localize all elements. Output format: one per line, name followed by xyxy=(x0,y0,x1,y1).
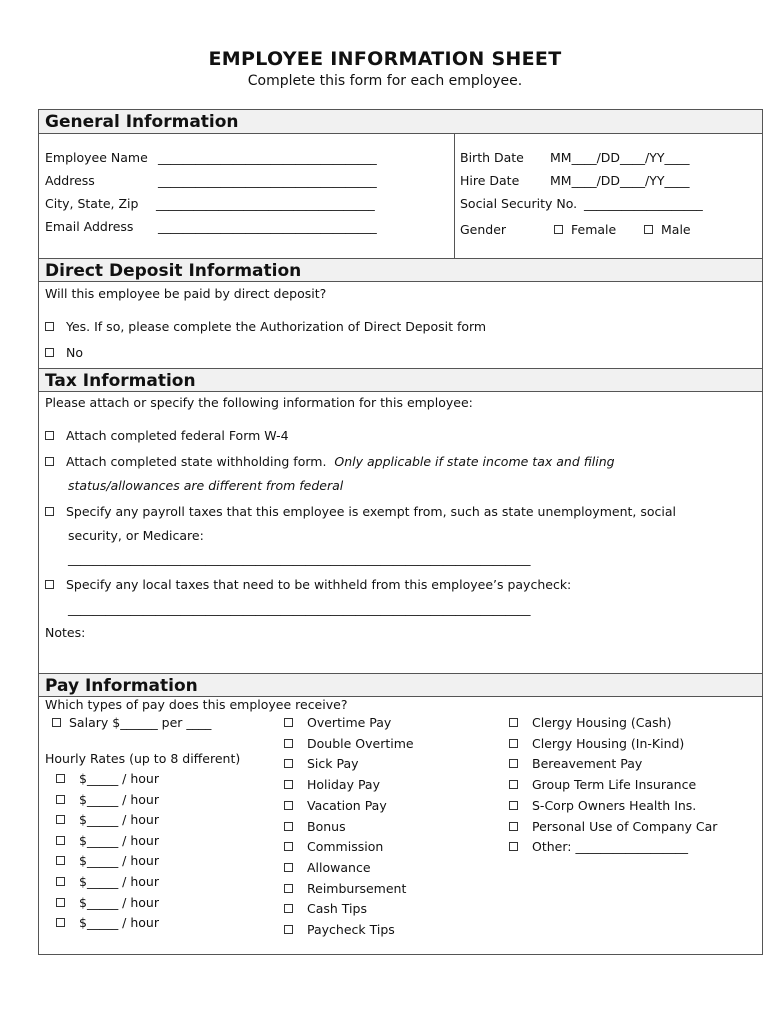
pay-type-label: Other: __________________ xyxy=(532,839,688,855)
pay-type-checkbox[interactable] xyxy=(509,718,518,727)
employee-name-label: Employee Name xyxy=(45,150,148,165)
hourly-rate-label: $_____ / hour xyxy=(79,832,159,848)
tax-exempt-option[interactable] xyxy=(45,504,676,519)
direct-deposit-no-label: No xyxy=(66,345,83,360)
email-label: Email Address xyxy=(45,219,134,234)
pay-type-option[interactable] xyxy=(509,777,696,792)
pay-type-option[interactable] xyxy=(509,798,696,813)
hourly-rate-option[interactable] xyxy=(56,833,159,848)
pay-type-label: Cash Tips xyxy=(307,901,367,917)
address-field[interactable]: ___________________________________ xyxy=(158,173,377,188)
page-subtitle: Complete this form for each employee. xyxy=(247,73,523,89)
pay-type-label: Commission xyxy=(307,839,384,855)
tax-w4-label: Attach completed federal Form W-4 xyxy=(66,428,289,443)
pay-type-checkbox[interactable] xyxy=(284,842,293,851)
hire-date-label: Hire Date xyxy=(460,173,520,188)
hourly-rate-checkbox[interactable] xyxy=(56,856,65,865)
employee-name-field[interactable]: ___________________________________ xyxy=(158,150,377,165)
pay-type-checkbox[interactable] xyxy=(284,863,293,872)
pay-type-checkbox[interactable] xyxy=(509,822,518,831)
tax-state-option[interactable] xyxy=(45,454,615,469)
pay-type-label: Paycheck Tips xyxy=(307,922,395,937)
hourly-rate-checkbox[interactable] xyxy=(56,836,65,845)
gender-female-option[interactable] xyxy=(554,222,616,237)
tax-state-note: Only applicable if state income tax and filing xyxy=(334,454,615,469)
direct-deposit-yes-option[interactable] xyxy=(45,319,486,334)
pay-type-option[interactable] xyxy=(509,839,688,854)
salary-label: Salary $______ per ____ xyxy=(69,715,212,730)
hourly-rate-option[interactable] xyxy=(56,853,159,868)
pay-type-label: Clergy Housing (Cash) xyxy=(532,715,672,730)
pay-type-option[interactable] xyxy=(284,715,391,730)
general-heading: General Information xyxy=(39,110,762,134)
tax-w4-option[interactable] xyxy=(45,428,289,443)
hourly-rate-option[interactable] xyxy=(56,792,159,807)
pay-type-checkbox[interactable] xyxy=(509,801,518,810)
hourly-rate-option[interactable] xyxy=(56,874,159,889)
hourly-rate-checkbox[interactable] xyxy=(56,795,65,804)
pay-type-option[interactable] xyxy=(509,715,671,730)
pay-type-label: Bereavement Pay xyxy=(532,756,643,772)
pay-type-label: Bonus xyxy=(307,818,346,834)
pay-type-label: Holiday Pay xyxy=(307,777,380,793)
pay-type-option[interactable] xyxy=(509,736,684,751)
general-divider xyxy=(454,134,455,258)
pay-type-checkbox[interactable] xyxy=(509,842,518,851)
tax-local-label: Specify any local taxes that need to be withheld from this employee’s paycheck: xyxy=(66,577,572,592)
pay-type-option[interactable] xyxy=(284,798,387,813)
pay-type-checkbox[interactable] xyxy=(284,904,293,913)
tax-local-checkbox[interactable] xyxy=(45,580,54,589)
gender-male-checkbox[interactable] xyxy=(644,225,653,234)
birth-date-label: Birth Date xyxy=(460,150,524,165)
pay-type-label: Personal Use of Company Car xyxy=(532,818,718,834)
pay-type-label: Group Term Life Insurance xyxy=(532,777,697,793)
gender-male-label: Male xyxy=(661,222,691,237)
hourly-rate-option[interactable] xyxy=(56,812,159,827)
pay-type-checkbox[interactable] xyxy=(509,780,518,789)
hire-date-field[interactable]: MM____/DD____/YY____ xyxy=(550,173,690,188)
pay-heading: Pay Information xyxy=(39,673,762,697)
pay-type-checkbox[interactable] xyxy=(509,759,518,768)
pay-type-option[interactable] xyxy=(284,860,371,875)
pay-type-option[interactable] xyxy=(284,839,383,854)
pay-type-checkbox[interactable] xyxy=(509,739,518,748)
pay-type-label: Overtime Pay xyxy=(307,715,392,730)
hourly-rate-checkbox[interactable] xyxy=(56,898,65,907)
pay-type-checkbox[interactable] xyxy=(284,822,293,831)
pay-type-option[interactable] xyxy=(284,819,346,834)
hourly-rate-label: $_____ / hour xyxy=(79,812,159,828)
tax-exempt-field[interactable]: __________________________________________________________________________ xyxy=(68,551,531,566)
notes-label: Notes: xyxy=(45,625,86,640)
direct-deposit-yes-label: Yes. If so, please complete the Authorization of Direct Deposit form xyxy=(66,319,487,334)
ssn-field[interactable]: ___________________ xyxy=(584,196,703,211)
pay-type-option[interactable] xyxy=(284,881,406,896)
pay-type-label: Double Overtime xyxy=(307,735,414,751)
pay-type-label: S-Corp Owners Health Ins. xyxy=(532,797,697,813)
tax-local-field[interactable]: __________________________________________________________________________ xyxy=(68,601,531,616)
hourly-rate-checkbox[interactable] xyxy=(56,815,65,824)
tax-state-note-cont: status/allowances are different from federal xyxy=(68,478,344,493)
city-state-zip-field[interactable]: ___________________________________ xyxy=(156,196,375,211)
page-title: EMPLOYEE INFORMATION SHEET xyxy=(208,48,562,70)
pay-type-checkbox[interactable] xyxy=(284,884,293,893)
pay-type-label: Reimbursement xyxy=(307,880,407,896)
direct-deposit-question: Will this employee be paid by direct deposit? xyxy=(45,286,327,301)
pay-type-option[interactable] xyxy=(509,756,642,771)
employee-form xyxy=(38,109,763,955)
direct-deposit-no-checkbox[interactable] xyxy=(45,348,54,357)
hourly-rate-label: $_____ / hour xyxy=(79,874,159,889)
tax-exempt-label-cont: security, or Medicare: xyxy=(68,528,204,543)
hourly-rate-option[interactable] xyxy=(56,915,159,930)
pay-type-option[interactable] xyxy=(284,756,359,771)
direct-deposit-no-option[interactable] xyxy=(45,345,83,360)
hourly-rate-label: $_____ / hour xyxy=(79,791,159,807)
tax-local-option[interactable] xyxy=(45,577,571,592)
tax-exempt-checkbox[interactable] xyxy=(45,507,54,516)
pay-type-checkbox[interactable] xyxy=(284,801,293,810)
address-label: Address xyxy=(45,173,95,188)
tax-state-checkbox[interactable] xyxy=(45,457,54,466)
hourly-rates-label: Hourly Rates (up to 8 different) xyxy=(45,751,241,766)
pay-type-checkbox[interactable] xyxy=(284,780,293,789)
pay-type-checkbox[interactable] xyxy=(284,739,293,748)
gender-female-checkbox[interactable] xyxy=(554,225,563,234)
direct-deposit-yes-checkbox[interactable] xyxy=(45,322,54,331)
pay-type-label: Sick Pay xyxy=(307,756,359,772)
pay-type-checkbox[interactable] xyxy=(284,718,293,727)
tax-intro: Please attach or specify the following information for this employee: xyxy=(45,395,473,410)
tax-state-label: Attach completed state withholding form. xyxy=(66,454,327,469)
salary-checkbox[interactable] xyxy=(52,718,61,727)
tax-heading: Tax Information xyxy=(39,368,762,392)
hourly-rate-label: $_____ / hour xyxy=(79,894,159,910)
hourly-rate-checkbox[interactable] xyxy=(56,877,65,886)
ssn-label: Social Security No. xyxy=(460,196,578,211)
pay-type-checkbox[interactable] xyxy=(284,759,293,768)
pay-type-checkbox[interactable] xyxy=(284,925,293,934)
gender-female-label: Female xyxy=(571,222,617,237)
gender-male-option[interactable] xyxy=(644,222,691,237)
city-state-zip-label: City, State, Zip xyxy=(45,196,139,211)
pay-type-option[interactable] xyxy=(284,922,395,937)
pay-type-option[interactable] xyxy=(284,736,414,751)
hourly-rate-option[interactable] xyxy=(56,895,159,910)
pay-type-label: Allowance xyxy=(307,859,371,875)
pay-type-label: Clergy Housing (In-Kind) xyxy=(532,735,685,751)
pay-type-option[interactable] xyxy=(284,777,380,792)
pay-question: Which types of pay does this employee receive? xyxy=(45,697,348,712)
hourly-rate-label: $_____ / hour xyxy=(79,771,159,786)
salary-option[interactable] xyxy=(52,715,211,730)
tax-w4-checkbox[interactable] xyxy=(45,431,54,440)
pay-type-option[interactable] xyxy=(284,901,367,916)
direct-deposit-heading: Direct Deposit Information xyxy=(39,258,762,282)
email-field[interactable]: ___________________________________ xyxy=(158,219,377,234)
birth-date-field[interactable]: MM____/DD____/YY____ xyxy=(550,150,690,165)
hourly-rate-option[interactable] xyxy=(56,771,159,786)
hourly-rate-label: $_____ / hour xyxy=(79,915,159,931)
gender-label: Gender xyxy=(460,222,507,237)
pay-type-label: Vacation Pay xyxy=(307,797,387,813)
pay-type-option[interactable] xyxy=(509,819,717,834)
hourly-rate-label: $_____ / hour xyxy=(79,853,159,869)
tax-exempt-label: Specify any payroll taxes that this employee is exempt from, such as state unemployment, social xyxy=(66,504,676,519)
hourly-rate-checkbox[interactable] xyxy=(56,774,65,783)
hourly-rate-checkbox[interactable] xyxy=(56,918,65,927)
